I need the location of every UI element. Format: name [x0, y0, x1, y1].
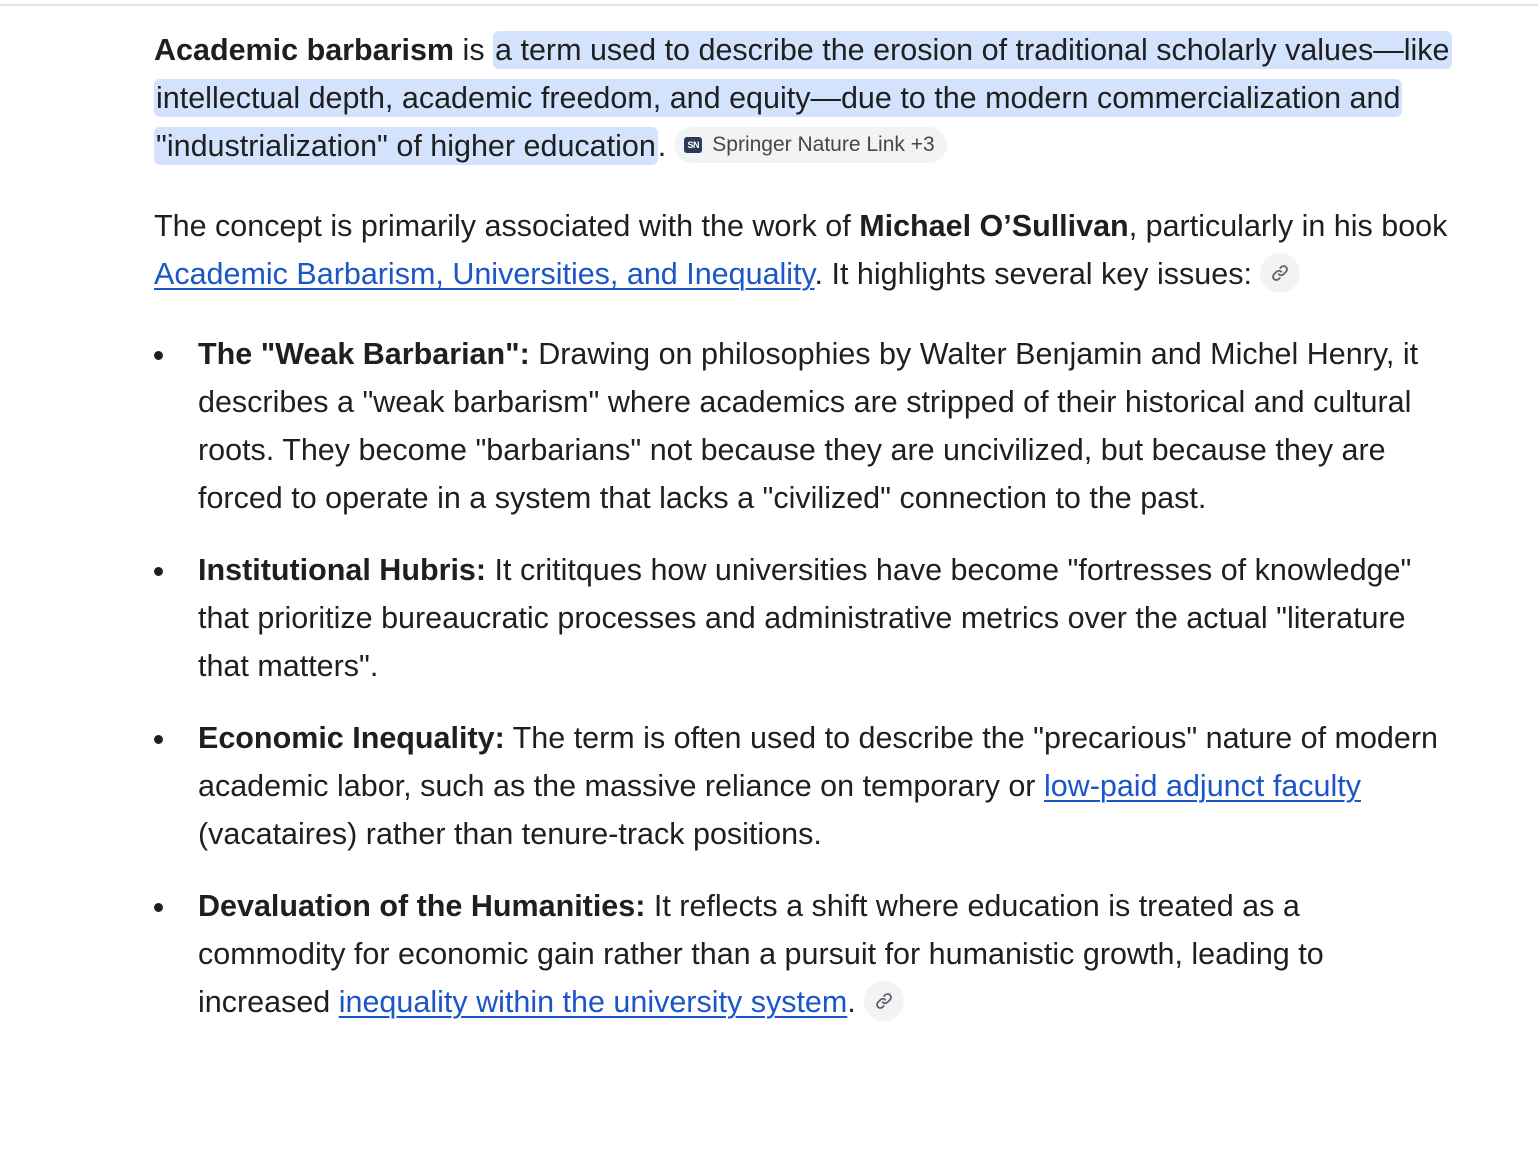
issue-text: It crititques how universities have become "fortresses of knowledge" that prioritize bureaucratic processes and administrative metrics over the actual "literature that matters".: [198, 553, 1412, 683]
link-chip-button[interactable]: [864, 981, 904, 1021]
issue-title: The "Weak Barbarian":: [198, 337, 530, 371]
adjunct-faculty-link[interactable]: low-paid adjunct faculty: [1043, 769, 1361, 803]
issue-text: It reflects a shift where education is treated as a commodity for economic gain rather than a pursuit for humanistic growth, leading to increased: [198, 889, 1324, 1019]
concept-paragraph: [154, 202, 1454, 298]
link-chip-button[interactable]: [1260, 253, 1300, 293]
highlighted-definition: a term used to describe the erosion of traditional scholarly values—like intellectual depth, academic freedom, and equity—due to the modern commercialization and "industrialization" of higher education: [156, 33, 1450, 163]
inequality-link[interactable]: inequality within the university system: [338, 985, 848, 1019]
issue-text: The term is often used to describe the "precarious" nature of modern academic labor, such as the massive reliance on temporary or: [198, 721, 1438, 803]
top-divider: [0, 4, 1538, 6]
list-item: [154, 882, 1454, 1026]
list-item: [154, 714, 1454, 858]
issue-text-end: (vacataires) rather than tenure-track positions.: [198, 817, 822, 851]
link-icon: [1270, 263, 1290, 283]
book-link[interactable]: Academic Barbarism, Universities, and Inequality: [154, 257, 815, 291]
issue-title: Institutional Hubris:: [198, 553, 487, 587]
issue-text-end: .: [847, 985, 856, 1019]
intro-period: .: [657, 129, 667, 163]
author-name: Michael O’Sullivan: [859, 209, 1129, 243]
intro-paragraph: [154, 26, 1454, 170]
response-content: [154, 26, 1454, 1050]
issue-title: Economic Inequality:: [198, 721, 505, 755]
issues-list: [154, 330, 1454, 1026]
concept-post: . It highlights several key issues:: [814, 257, 1252, 291]
springer-nature-logo-icon: SN: [684, 137, 702, 153]
term-name: Academic barbarism: [154, 33, 455, 67]
issue-text: Drawing on philosophies by Walter Benjamin and Michel Henry, it describes a "weak barbarism" where academics are stripped of their historical and cultural roots. They become "barbarians" not because they are uncivilized, but because they are forced to operate in a system that lacks a "civilized" connection to the past.: [198, 337, 1419, 515]
source-chip-label: Springer Nature Link +3: [712, 132, 935, 156]
intro-connector: is: [454, 33, 494, 67]
list-item: [154, 330, 1454, 522]
link-icon: [874, 991, 894, 1011]
list-item: [154, 546, 1454, 690]
source-chip[interactable]: [674, 127, 946, 163]
concept-pre: The concept is primarily associated with the work of: [154, 209, 860, 243]
issue-title: Devaluation of the Humanities:: [198, 889, 646, 923]
concept-mid: , particularly in his book: [1128, 209, 1448, 243]
